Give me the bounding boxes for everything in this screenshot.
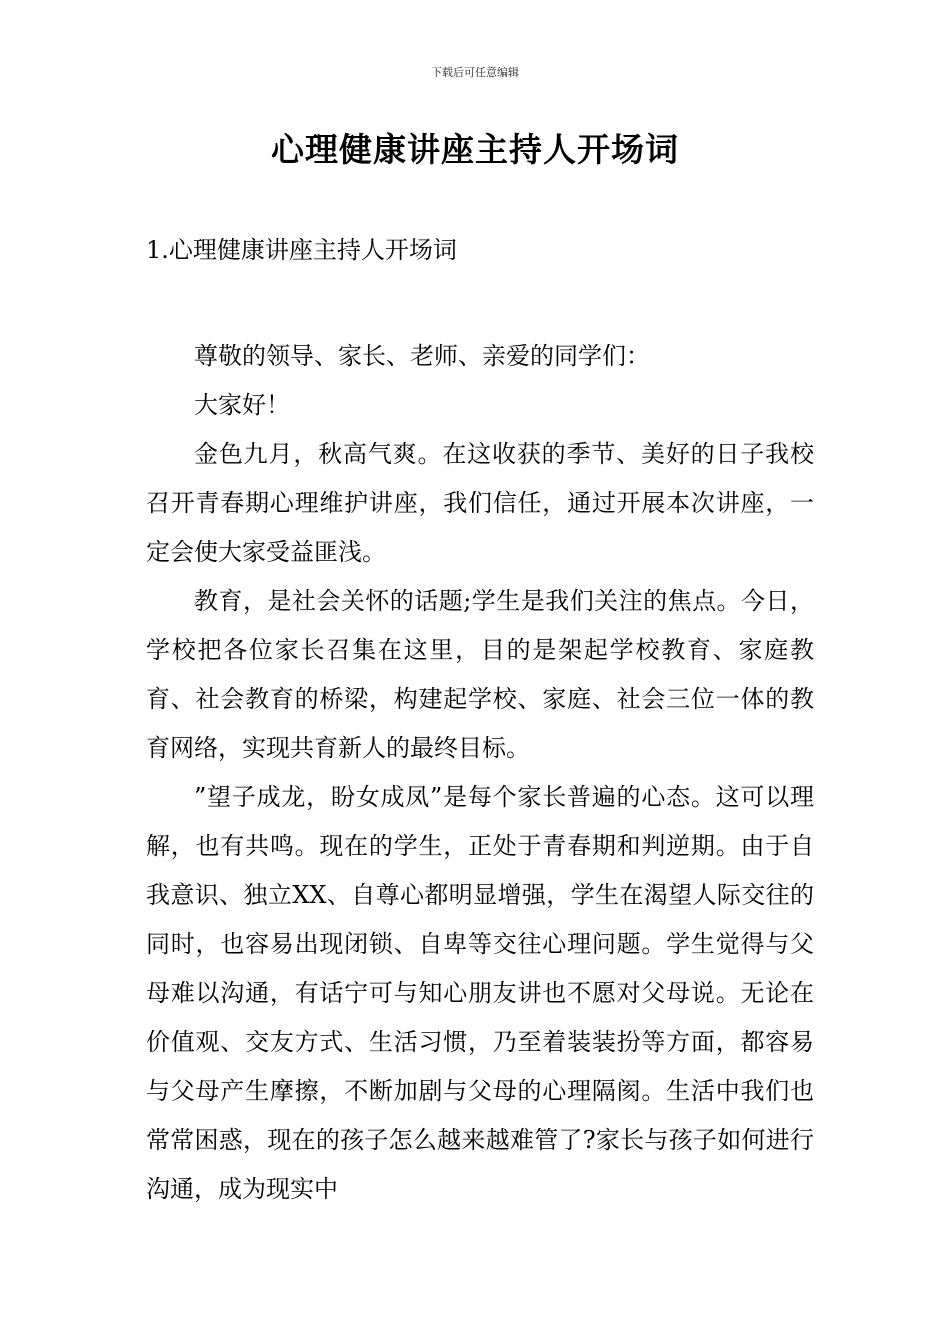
page-header-note: 下载后可任意编辑 <box>431 66 519 79</box>
document-title: 心理健康讲座主持人开场词 <box>271 130 679 169</box>
body-paragraph: 金色九月，秋高气爽。在这收获的季节、美好的日子我校召开青春期心理维护讲座，我们信任，通过开展本次讲座，一定会使大家受益匪浅。 <box>146 440 814 566</box>
greeting-paragraph: 大家好！ <box>194 391 290 419</box>
body-paragraph: 教育，是社会关怀的话题;学生是我们关注的焦点。今日，学校把各位家长召集在这里，目的是架起学校教育、家庭教育、社会教育的桥梁，构建起学校、家庭、社会三位一体的教育网络，实现共育新人的最终目标。 <box>146 587 814 762</box>
salutation-paragraph: 尊敬的领导、家长、老师、亲爱的同学们： <box>194 342 650 370</box>
body-paragraph: ”望子成龙，盼女成凤”是每个家长普遍的心态。这可以理解，也有共鸣。现在的学生，正处于青春期和判逆期。由于自我意识、独立XX、自尊心都明显增强，学生在渴望人际交往的同时，也容易出现闭锁、自卑等交往心理问题。学生觉得与父母难以沟通，有话宁可与知心朋友讲也不愿对父母说。无论在价值观、交友方式、生活习惯，乃至着装装扮等方面，都容易与父母产生摩擦，不断加剧与父母的心理隔阂。生活中我们也常常困惑，现在的孩子怎么越来越难管了?家长与孩子如何进行沟通，成为现实中 <box>146 783 814 1203</box>
document-body <box>146 332 814 1214</box>
section-heading: 1.心理健康讲座主持人开场词 <box>146 236 457 264</box>
